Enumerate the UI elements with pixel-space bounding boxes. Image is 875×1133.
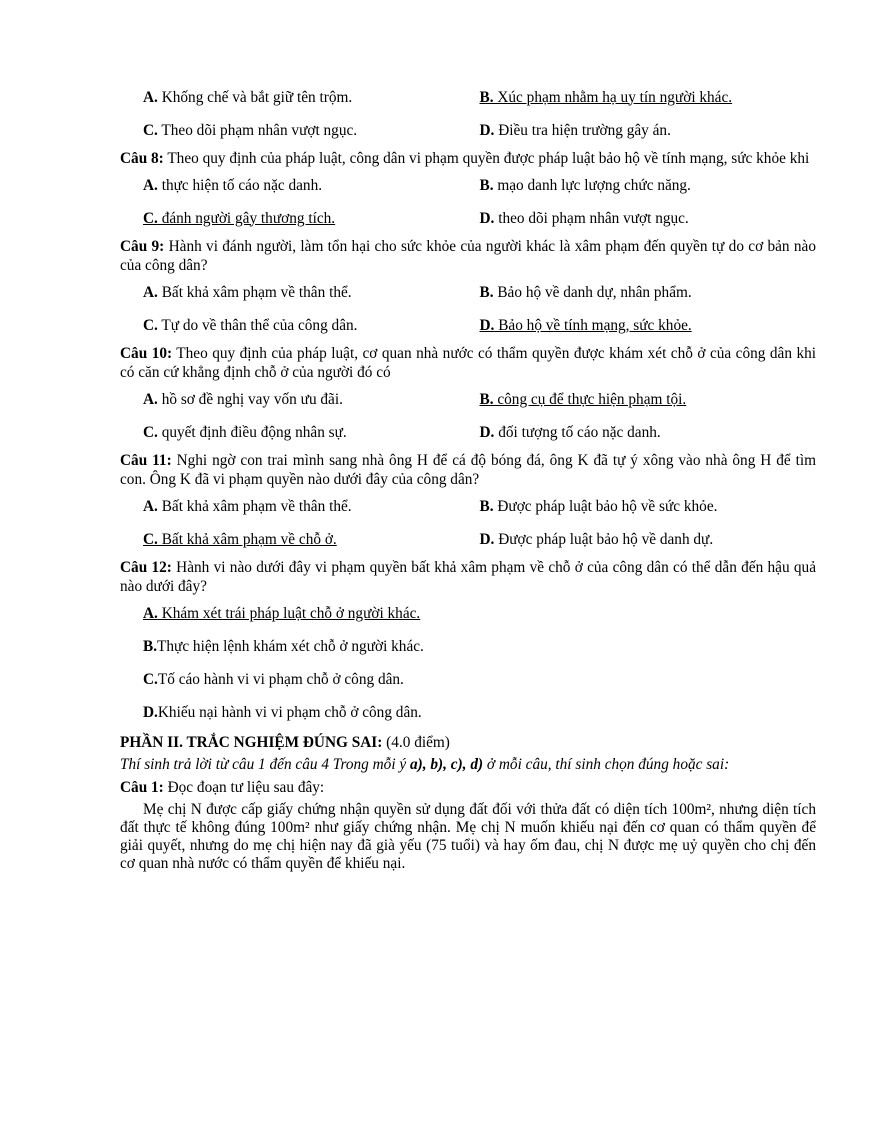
reading-passage: Mẹ chị N được cấp giấy chứng nhận quyền sử dụng đất đối với thửa đất có diện tích 100m², nhưng diện tích đất thực tế không đúng 100m² như giấy chứng nhận. Mẹ chị N muốn khiếu nại đến cơ quan có thẩm quyền để giải quyết, nhưng do mẹ chị hiện nay đã già yếu (75 tuổi) và hay ốm đau, chị N được mẹ uỷ quyền cho chị đến cơ quan nhà nước có thẩm quyền để khiếu nại. [120, 801, 816, 872]
q7-option-c[interactable]: C. Theo dõi phạm nhân vượt ngục. [143, 121, 358, 139]
part-2-heading: PHẦN II. TRẮC NGHIỆM ĐÚNG SAI: (4.0 điểm) [120, 734, 450, 751]
q8-option-c[interactable]: C. đánh người gây thương tích. [143, 209, 336, 227]
question-label: Câu 9: [120, 238, 165, 255]
q12-option-c[interactable]: C. Tố cáo hành vi vi phạm chỗ ở công dân. [143, 670, 404, 688]
q7-options-row-2 [120, 114, 816, 147]
q8-option-d[interactable]: D. theo dõi phạm nhân vượt ngục. [479, 209, 689, 227]
question-12 [120, 558, 816, 596]
question-9 [120, 237, 816, 275]
q7-options-row-1 [120, 81, 816, 114]
q10-option-b[interactable]: B. công cụ để thực hiện phạm tội. [479, 390, 687, 408]
q12-option-b[interactable]: B. Thực hiện lệnh khám xét chỗ ở người khác. [143, 637, 424, 655]
question-text: Nghi ngờ con trai mình sang nhà ông H để cá độ bóng đá, ông K đã tự ý xông vào nhà ông H để tìm con. Ông K đã vi phạm quyền nào dưới đây của công dân? [120, 452, 816, 488]
q9-option-d[interactable]: D. Bảo hộ về tính mạng, sức khỏe. [479, 316, 692, 334]
q11-options-row-2 [120, 523, 816, 556]
q11-option-c[interactable]: C. Bất khả xâm phạm về chỗ ở. [143, 530, 337, 548]
q7-option-b[interactable]: B. Xúc phạm nhằm hạ uy tín người khác. [479, 88, 733, 106]
question-text: Đọc đoạn tư liệu sau đây: [163, 779, 325, 796]
q9-options-row-1 [120, 276, 816, 309]
question-text: Theo quy định của pháp luật, cơ quan nhà nước có thẩm quyền được khám xét chỗ ở của công dân khi có căn cứ khẳng định chỗ ở của người đó có [120, 345, 817, 381]
q8-option-a[interactable]: A. thực hiện tố cáo nặc danh. [143, 176, 323, 194]
q10-options-row-1 [120, 383, 816, 416]
q9-options-row-2 [120, 309, 816, 342]
part-2-instructions: Thí sinh trả lời từ câu 1 đến câu 4 Trong mỗi ý a), b), c), d) ở mỗi câu, thí sinh chọn đúng hoặc sai: [120, 756, 730, 773]
question-8 [120, 149, 816, 168]
q8-options-row-1 [120, 169, 816, 202]
q9-option-b[interactable]: B. Bảo hộ về danh dự, nhân phẩm. [479, 283, 692, 301]
q9-option-c[interactable]: C. Tự do về thân thể của công dân. [143, 316, 358, 334]
q7-option-a[interactable]: A. Khống chế và bắt giữ tên trộm. [143, 88, 353, 106]
question-text: Theo quy định của pháp luật, công dân vi phạm quyền được pháp luật bảo hộ về tính mạng, sức khỏe khi [163, 150, 810, 167]
question-text: Hành vi đánh người, làm tổn hại cho sức khỏe của người khác là xâm phạm đến quyền tự do cơ bản nào của công dân? [120, 238, 816, 274]
question-label: Câu 10: [120, 345, 173, 362]
question-11 [120, 451, 816, 489]
q10-options-row-2 [120, 416, 816, 449]
question-10 [120, 344, 816, 382]
q11-option-a[interactable]: A. Bất khả xâm phạm về thân thể. [143, 497, 352, 515]
part-2-question-1 [120, 778, 816, 798]
q11-option-d[interactable]: D. Được pháp luật bảo hộ về danh dự. [479, 530, 714, 548]
q10-option-a[interactable]: A. hồ sơ đề nghị vay vốn ưu đãi. [143, 390, 343, 408]
question-label: Câu 12: [120, 559, 172, 576]
q11-options-row-1 [120, 490, 816, 523]
q10-option-c[interactable]: C. quyết định điều động nhân sự. [143, 423, 347, 441]
q9-option-a[interactable]: A. Bất khả xâm phạm về thân thể. [143, 283, 352, 301]
q8-option-b[interactable]: B. mạo danh lực lượng chức năng. [479, 176, 691, 194]
q8-options-row-2 [120, 202, 816, 235]
question-text: Hành vi nào dưới đây vi phạm quyền bất khả xâm phạm về chỗ ở của công dân có thể dẫn đến hậu quả nào dưới đây? [120, 559, 816, 595]
q12-option-a[interactable]: A. Khám xét trái pháp luật chỗ ở người khác. [143, 604, 421, 622]
question-label: Câu 11: [120, 452, 172, 469]
document-page [120, 81, 816, 873]
q12-option-d[interactable]: D. Khiếu nại hành vi vi phạm chỗ ở công dân. [143, 703, 422, 721]
question-label: Câu 8: [120, 150, 164, 167]
q10-option-d[interactable]: D. đối tượng tố cáo nặc danh. [479, 423, 661, 441]
question-label: Câu 1: [120, 779, 164, 796]
q7-option-d[interactable]: D. Điều tra hiện trường gây án. [479, 121, 671, 139]
q11-option-b[interactable]: B. Được pháp luật bảo hộ về sức khỏe. [479, 497, 718, 515]
